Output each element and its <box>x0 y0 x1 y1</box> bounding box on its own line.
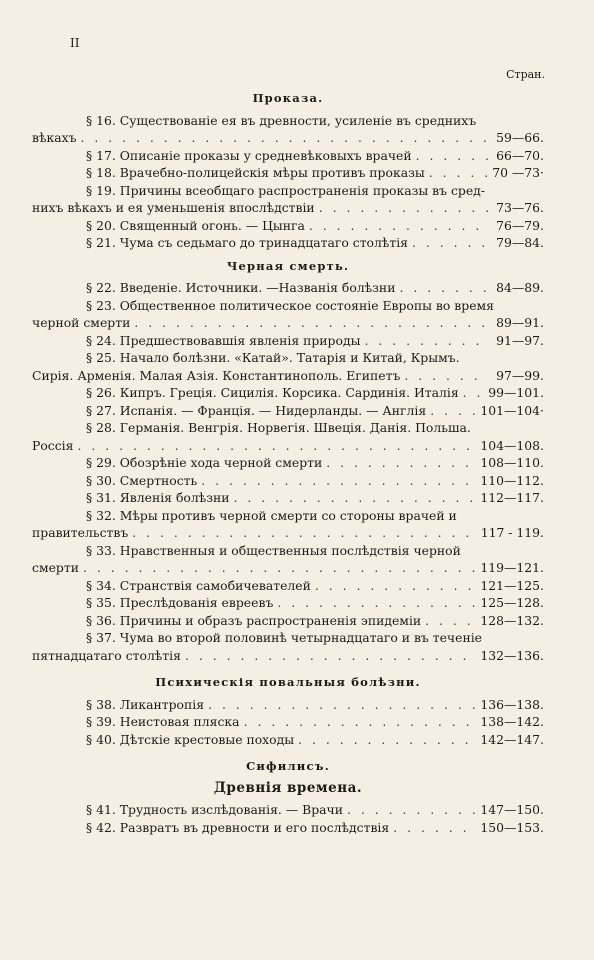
toc-entry <box>32 112 544 147</box>
toc-entry <box>32 217 544 235</box>
entry-pages: 110—112. <box>480 472 544 488</box>
section-heading-syphilis: Сифилисъ. <box>246 759 330 773</box>
toc-entry <box>32 147 544 165</box>
entry-title: § 39. Неистовая пляска <box>86 714 240 729</box>
subsection-heading-ancient-times: Древнія времена. <box>213 779 363 796</box>
entry-title: § 30. Смертность <box>86 472 198 488</box>
entry-title: § 41. Трудность изслѣдованія. — Врачи <box>86 802 343 817</box>
toc-entry <box>32 419 544 454</box>
toc-entry <box>32 279 544 297</box>
entry-pages: 89—91. <box>496 315 544 330</box>
entry-title: § 20. Священный огонь. — Цынга <box>86 217 305 233</box>
entry-continuation: правительствъ <box>32 525 129 540</box>
entry-pages: 70 —73· <box>492 165 544 180</box>
entry-title: § 35. Преслѣдованія евреевъ <box>86 595 274 610</box>
toc-entry <box>32 402 544 420</box>
toc-entry <box>32 349 544 384</box>
entry-title: § 37. Чума во второй половинѣ четырнадцатаго и въ теченіе <box>86 630 483 645</box>
entry-title: § 28. Германія. Венгрія. Норвегія. Швеція. Данія. Польша. <box>86 420 471 435</box>
table-of-contents <box>32 84 544 836</box>
entry-title: § 34. Странствія самобичевателей <box>86 577 311 593</box>
toc-entry <box>32 164 544 182</box>
entry-continuation: Сирія. Арменія. Малая Азія. Константинополь. Египетъ <box>32 367 401 383</box>
toc-entry <box>32 819 544 837</box>
entry-pages: 147—150. <box>480 802 544 817</box>
pages-column-header: Стран. <box>506 68 545 81</box>
entry-continuation: пятнадцатаго столѣтія <box>32 647 181 663</box>
toc-entry <box>32 454 544 472</box>
toc-entry <box>32 696 544 714</box>
entry-pages: 84—89. <box>496 280 544 295</box>
entry-pages: 73—76. <box>496 200 544 215</box>
entry-pages: 119—121. <box>480 560 544 575</box>
entry-pages: 150—153. <box>480 819 544 835</box>
entry-title: § 22. Введеніе. Источники. —Названія болѣзни <box>86 280 396 295</box>
entry-pages: 79—84. <box>496 235 544 250</box>
entry-continuation: черной смерти <box>32 315 131 330</box>
toc-entry <box>32 594 544 612</box>
entry-pages: 59—66. <box>496 130 544 145</box>
entry-pages: 97—99. <box>496 367 544 383</box>
entry-continuation: Россія <box>32 437 74 453</box>
section-heading-psychic-epidemics: Психическія повальныя болѣзни. <box>155 675 421 689</box>
entry-pages: 136—138. <box>480 696 544 712</box>
toc-entry <box>32 384 544 402</box>
entry-title: § 27. Испанія. — Франція. — Нидерланды. — Англія <box>86 402 427 418</box>
section-heading-leprosy: Проказа. <box>252 91 324 105</box>
entry-pages: 138—142. <box>480 714 544 729</box>
entry-pages: 101—104· <box>480 402 544 418</box>
toc-entry <box>32 612 544 630</box>
page-number: II <box>70 36 80 50</box>
entry-title: § 36. Причины и образъ распространенія эпидеміи <box>86 612 422 628</box>
toc-entry <box>32 489 544 507</box>
entry-title: § 31. Явленія болѣзни <box>86 490 230 505</box>
entry-pages: 76—79. <box>496 217 544 233</box>
toc-entry <box>32 713 544 731</box>
entry-pages: 66—70. <box>496 147 544 163</box>
entry-pages: 128—132. <box>480 612 544 628</box>
entry-pages: 104—108. <box>480 437 544 453</box>
entry-title: § 23. Общественное политическое состояніе Европы во время <box>86 297 495 313</box>
entry-pages: 108—110. <box>480 455 544 470</box>
entry-title: § 42. Развратъ въ древности и его послѣдствія <box>86 819 390 835</box>
entry-pages: 91—97. <box>496 332 544 348</box>
toc-entry <box>32 801 544 819</box>
entry-title: § 32. Мѣры противъ черной смерти со стороны врачей и <box>86 507 457 523</box>
toc-entry <box>32 297 544 332</box>
toc-entry <box>32 332 544 350</box>
entry-continuation: нихъ вѣкахъ и ея уменьшенія впослѣдствіи <box>32 200 315 215</box>
entry-title: § 16. Существованіе ея въ древности, усиленіе въ среднихъ <box>86 112 477 128</box>
entry-pages: 112—117. <box>480 490 544 505</box>
entry-pages: 132—136. <box>480 647 544 663</box>
toc-entry <box>32 182 544 217</box>
toc-entry <box>32 507 544 542</box>
toc-entry <box>32 234 544 252</box>
entry-pages: 142—147. <box>480 731 544 747</box>
entry-title: § 25. Начало болѣзни. «Катай». Татарія и Китай, Крымъ. <box>86 350 460 365</box>
entry-title: § 17. Описаніе проказы у средневѣковыхъ врачей <box>86 147 412 163</box>
entry-pages: 121—125. <box>480 577 544 593</box>
entry-title: § 18. Врачебно-полицейскія мѣры противъ проказы <box>86 165 425 180</box>
entry-continuation: вѣкахъ <box>32 130 77 145</box>
entry-pages: 117 - 119. <box>480 525 544 540</box>
toc-entry <box>32 731 544 749</box>
entry-title: § 38. Ликантропія <box>86 696 205 712</box>
entry-pages: 125—128. <box>480 595 544 610</box>
entry-title: § 26. Кипръ. Греція. Сицилія. Корсика. Сардинія. Италія <box>86 385 459 400</box>
entry-continuation: смерти <box>32 560 79 575</box>
toc-entry <box>32 577 544 595</box>
entry-title: § 33. Нравственныя и общественныя послѣдствія черной <box>86 542 461 558</box>
entry-title: § 21. Чума съ седьмаго до тринадцатаго столѣтія <box>86 235 408 250</box>
section-heading-black-death: Черная смерть. <box>226 258 350 273</box>
entry-title: § 24. Предшествовавшія явленія природы <box>86 332 361 348</box>
toc-entry <box>32 472 544 490</box>
entry-title: § 19. Причины всеобщаго распространенія проказы въ сред- <box>86 182 485 198</box>
entry-title: § 40. Дѣтскіе крестовые походы <box>86 731 295 747</box>
toc-entry <box>32 629 544 664</box>
entry-pages: 99—101. <box>488 385 544 400</box>
toc-entry <box>32 542 544 577</box>
entry-title: § 29. Обозрѣніе хода черной смерти <box>86 455 323 470</box>
